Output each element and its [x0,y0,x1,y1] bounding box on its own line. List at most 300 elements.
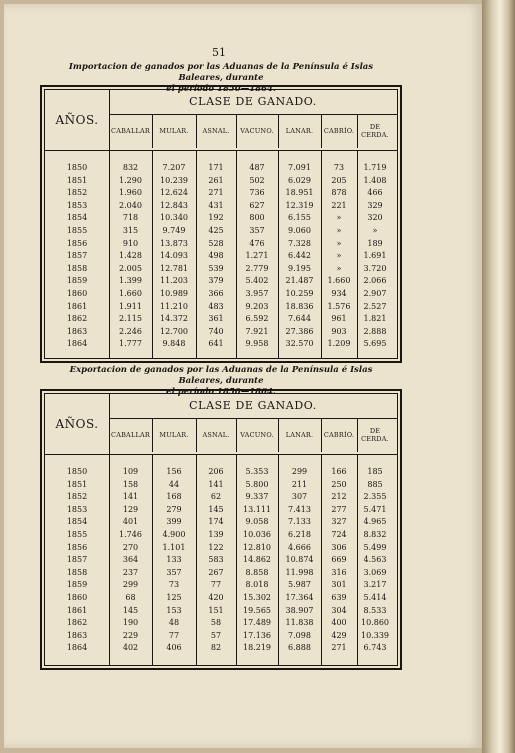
value-cell: 32.570 [285,339,314,349]
value-cell: 4.965 [363,517,387,527]
column-header: LANAR. [278,114,322,148]
table-inner-border [44,89,398,359]
value-cell: 14.862 [243,555,271,565]
value-cell: 399 [166,517,182,527]
value-cell: 82 [210,643,222,653]
column-header: DE CERDA. [361,123,389,139]
value-cell: 487 [249,163,265,172]
value-cell: 12.843 [160,200,188,210]
value-cell: 68 [125,593,136,602]
header-rule [45,150,397,151]
value-cell: 14.093 [160,251,188,261]
value-cell: 158 [122,479,139,489]
year-cell: 1858 [66,263,88,273]
value-cell: » [336,251,342,261]
value-cell: 1.911 [119,301,142,311]
value-cell: 329 [367,200,383,210]
table-row [45,162,397,174]
year-cell: 1861 [66,605,88,615]
value-cell: 109 [122,467,139,476]
value-cell: 528 [208,238,224,248]
value-cell: 800 [249,213,265,223]
value-cell: 379 [208,276,224,286]
value-cell: 38.907 [285,605,314,615]
value-cell: 431 [208,200,224,210]
value-cell: 301 [331,580,347,590]
value-cell: 736 [249,188,265,198]
value-cell: 1.576 [327,301,351,311]
table-row [45,466,397,478]
value-cell: 9.337 [245,492,269,502]
year-cell: 1854 [66,213,88,223]
value-cell: 141 [208,479,224,489]
value-cell: 10.340 [160,213,188,223]
value-cell: 156 [166,467,182,476]
page-number: 51 [212,46,226,59]
value-cell: 502 [249,175,265,185]
value-cell: 2.527 [363,301,387,311]
value-cell: 327 [331,517,347,527]
year-cell: 1861 [66,301,88,311]
value-cell: 10.874 [285,555,314,565]
caption-line-2: el período 1850—1864. [166,84,276,94]
value-cell: 145 [122,605,139,615]
value-cell: 73 [333,163,345,172]
value-cell: 1.691 [363,251,387,261]
value-cell: 361 [208,314,224,324]
table-row [45,554,397,566]
value-cell: 1.399 [119,276,142,286]
value-cell: 3.217 [363,580,387,590]
year-cell: 1860 [66,289,88,298]
value-cell: 7.644 [288,314,311,324]
column-header: ASNAL. [196,114,237,148]
table-row [45,313,397,325]
value-cell: 73 [168,580,180,590]
value-cell: 910 [122,238,139,248]
value-cell: 2.888 [363,326,387,336]
table-row [45,579,397,591]
value-cell: 1.428 [119,251,142,261]
value-cell: 903 [331,326,347,336]
value-cell: 12.319 [285,200,314,210]
value-cell: 250 [331,479,347,489]
value-cell: 724 [331,530,347,539]
value-cell: 3.720 [363,263,387,273]
table-row [45,263,397,275]
value-cell: 6.155 [288,213,311,223]
table-row [45,187,397,199]
year-cell: 1857 [66,555,88,565]
value-cell: 185 [367,467,383,476]
value-cell: 190 [122,618,139,628]
value-cell: 8.018 [245,580,269,590]
table-row [45,175,397,187]
year-cell: 1850 [66,467,88,476]
year-cell: 1857 [66,251,88,261]
year-cell: 1852 [66,188,88,198]
table-row [45,479,397,491]
value-cell: 62 [210,492,222,502]
value-cell: 400 [331,618,347,628]
value-cell: 498 [208,251,224,261]
value-cell: 539 [208,263,224,273]
year-cell: 1863 [66,326,88,336]
value-cell: 3.957 [245,289,269,298]
value-cell: 878 [331,188,347,198]
value-cell: 718 [122,213,139,223]
value-cell: 832 [122,163,139,172]
year-cell: 1864 [66,643,88,653]
value-cell: 229 [122,630,139,640]
value-cell: 279 [166,504,182,514]
value-cell: 139 [208,530,224,539]
value-cell: 12.624 [160,188,188,198]
value-cell: 18.951 [285,188,314,198]
year-cell: 1853 [66,504,88,514]
table-row [45,642,397,654]
value-cell: 125 [166,593,182,602]
value-cell: 639 [331,593,347,602]
value-cell: 420 [208,593,224,602]
table-row [45,275,397,287]
year-cell: 1851 [66,479,88,489]
value-cell: 13.873 [160,238,188,248]
column-header: CABRÍO. [321,418,358,452]
value-cell: 267 [208,567,224,577]
value-cell: 221 [331,200,347,210]
value-cell: 483 [208,301,224,311]
value-cell: 5.695 [363,339,387,349]
value-cell: » [336,263,342,273]
caption-line-1: Importacion de ganados por las Aduanas de la Península é Islas Baleares, durante [68,62,374,83]
value-cell: 277 [331,504,347,514]
column-header: CABALLAR [109,418,153,452]
value-cell: 211 [291,479,308,489]
year-cell: 1856 [66,542,88,552]
year-cell: 1856 [66,238,88,248]
year-cell: 1855 [66,226,88,235]
value-cell: 122 [208,542,224,552]
value-cell: 641 [208,339,224,349]
value-cell: 19.565 [243,605,271,615]
value-cell: 6.029 [288,175,311,185]
year-cell: 1862 [66,618,88,628]
value-cell: 17.136 [243,630,271,640]
table-row [45,491,397,503]
table-row [45,301,397,313]
year-cell: 1858 [66,567,88,577]
value-cell: 206 [208,467,224,476]
value-cell: 2.005 [119,263,142,273]
value-cell: 8.533 [363,605,387,615]
value-cell: 15.302 [243,593,271,602]
table-row [45,338,397,350]
value-cell: 7.328 [288,238,311,248]
value-cell: 12.810 [243,542,271,552]
value-cell: 237 [122,567,139,577]
table-row [45,630,397,642]
value-cell: 5.353 [245,467,269,476]
value-cell: 425 [208,226,224,235]
table-inner-border [44,393,398,666]
value-cell: 1.290 [119,175,142,185]
value-cell: 57 [210,630,222,640]
year-cell: 1862 [66,314,88,324]
value-cell: 406 [166,643,182,653]
value-cell: 153 [166,605,182,615]
value-cell: 145 [208,504,224,514]
value-cell: 304 [331,605,347,615]
value-cell: 270 [122,542,139,552]
livestock-class-header: CLASE DE GANADO. [109,394,397,419]
table-row [45,504,397,516]
value-cell: 271 [208,188,224,198]
value-cell: 168 [166,492,182,502]
value-cell: » [372,226,378,235]
table-row [45,238,397,250]
column-header: CABRÍO. [321,114,358,148]
value-cell: 129 [122,504,139,514]
value-cell: 476 [249,238,265,248]
years-header: AÑOS. [45,90,110,150]
value-cell: 10.339 [361,630,389,640]
header-rule [45,454,397,455]
value-cell: 166 [331,467,347,476]
value-cell: 2.246 [119,326,142,336]
column-header: DE CERDA. [361,427,389,443]
value-cell: 429 [331,630,347,640]
value-cell: 2.040 [119,200,142,210]
value-cell: 6.743 [363,643,387,653]
value-cell: 5.499 [363,542,387,552]
value-cell: 44 [168,479,180,489]
value-cell: 885 [367,479,383,489]
value-cell: 7.921 [245,326,269,336]
caption-line-1: Exportacion de ganados por las Aduanas de la Península é Islas Baleares, durante [69,365,373,386]
value-cell: 18.219 [243,643,271,653]
value-cell: 2.066 [363,276,387,286]
year-cell: 1851 [66,175,88,185]
value-cell: 18.836 [285,301,314,311]
value-cell: 189 [367,238,383,248]
value-cell: 5.402 [245,276,269,286]
caption-line-2: el período 1850—1864. [166,387,276,397]
column-header: MULAR. [152,114,197,148]
value-cell: 357 [249,226,265,235]
value-cell: 10.860 [361,618,389,628]
value-cell: » [336,238,342,248]
years-header: AÑOS. [45,394,110,454]
value-cell: 934 [331,289,347,298]
value-cell: 2.907 [363,289,387,298]
year-cell: 1859 [66,276,88,286]
value-cell: 7.133 [288,517,311,527]
value-cell: 174 [208,517,224,527]
value-cell: 4.666 [288,542,311,552]
year-cell: 1853 [66,200,88,210]
column-header: LANAR. [278,418,322,452]
value-cell: 11.998 [285,567,314,577]
value-cell: 6.592 [245,314,269,324]
table-row [45,592,397,604]
table-row [45,200,397,212]
value-cell: 1.408 [363,175,387,185]
table-row [45,516,397,528]
value-cell: 1.209 [327,339,351,349]
value-cell: 299 [291,467,308,476]
column-header: CABALLAR [109,114,153,148]
column-header: MULAR. [152,418,197,452]
year-cell: 1859 [66,580,88,590]
value-cell: » [336,213,342,223]
value-cell: 306 [331,542,347,552]
value-cell: 2.779 [245,263,269,273]
value-cell: 2.115 [119,314,142,324]
table-row [45,250,397,262]
value-cell: 357 [166,567,182,577]
table-row [45,617,397,629]
value-cell: 669 [331,555,347,565]
value-cell: 261 [208,175,224,185]
value-cell: 205 [331,175,347,185]
table-row [45,326,397,338]
value-cell: 2.355 [363,492,387,502]
value-cell: 364 [122,555,139,565]
value-cell: 320 [367,213,383,223]
value-cell: 27.386 [285,326,314,336]
table-row [45,567,397,579]
value-cell: 299 [122,580,139,590]
year-cell: 1863 [66,630,88,640]
column-header: VACUNO. [236,418,279,452]
value-cell: 366 [208,289,224,298]
table-row [45,542,397,554]
value-cell: 7.091 [288,163,311,172]
value-cell: 13.111 [243,504,271,514]
value-cell: 21.487 [285,276,314,286]
value-cell: 401 [122,517,139,527]
value-cell: 740 [208,326,224,336]
value-cell: 1.660 [327,276,351,286]
value-cell: 271 [331,643,347,653]
value-cell: 6.888 [288,643,311,653]
value-cell: 11.210 [160,301,188,311]
value-cell: 6.218 [288,530,311,539]
value-cell: 9.060 [288,226,311,235]
value-cell: 316 [331,567,347,577]
value-cell: 1.746 [119,530,142,539]
value-cell: 17.364 [285,593,314,602]
value-cell: 133 [166,555,182,565]
table-row [45,225,397,237]
value-cell: 9.749 [162,226,186,235]
value-cell: 5.987 [288,580,311,590]
year-cell: 1864 [66,339,88,349]
value-cell: 192 [208,213,224,223]
value-cell: 171 [208,163,224,172]
table-row [45,288,397,300]
value-cell: 1.660 [119,289,142,298]
value-cell: 9.958 [245,339,269,349]
value-cell: 8.858 [245,567,269,577]
value-cell: 17.489 [243,618,271,628]
value-cell: 961 [331,314,347,324]
year-cell: 1852 [66,492,88,502]
export-table [40,389,402,670]
year-cell: 1854 [66,517,88,527]
value-cell: 466 [367,188,383,198]
value-cell: 77 [168,630,180,640]
year-cell: 1860 [66,593,88,602]
value-cell: 7.207 [162,163,186,172]
value-cell: 1.719 [363,163,387,172]
value-cell: 14.372 [160,314,188,324]
value-cell: 77 [210,580,222,590]
table-row [45,605,397,617]
value-cell: 7.413 [288,504,311,514]
import-table [40,85,402,363]
value-cell: 307 [291,492,308,502]
value-cell: 1.777 [119,339,142,349]
column-header: VACUNO. [236,114,279,148]
value-cell: 583 [208,555,224,565]
value-cell: 5.800 [245,479,269,489]
value-cell: 10.259 [285,289,314,298]
value-cell: 9.195 [288,263,311,273]
table-row [45,529,397,541]
value-cell: 11.203 [160,276,188,286]
value-cell: 8.832 [363,530,387,539]
year-cell: 1855 [66,530,88,539]
value-cell: 212 [331,492,347,502]
table-row [45,212,397,224]
value-cell: 1.821 [363,314,387,324]
value-cell: 10.239 [160,175,188,185]
book-gutter [482,0,515,753]
value-cell: 627 [249,200,265,210]
value-cell: 48 [168,618,180,628]
value-cell: 58 [210,618,222,628]
value-cell: 11.838 [285,618,314,628]
value-cell: 141 [122,492,139,502]
value-cell: 9.203 [245,301,269,311]
value-cell: 5.471 [363,504,387,514]
value-cell: 1.101 [162,542,186,552]
value-cell: 402 [122,643,139,653]
value-cell: 12.700 [160,326,188,336]
value-cell: 1.960 [119,188,142,198]
value-cell: 9.058 [245,517,269,527]
value-cell: 12.781 [160,263,188,273]
value-cell: » [336,226,342,235]
livestock-class-header: CLASE DE GANADO. [109,90,397,115]
value-cell: 10.036 [243,530,271,539]
value-cell: 9.848 [162,339,186,349]
value-cell: 4.900 [162,530,186,539]
value-cell: 4.563 [363,555,387,565]
value-cell: 151 [208,605,224,615]
value-cell: 3.069 [363,567,387,577]
value-cell: 10.989 [160,289,188,298]
value-cell: 315 [122,226,139,235]
value-cell: 5.414 [363,593,387,602]
column-header: ASNAL. [196,418,237,452]
value-cell: 6.442 [288,251,311,261]
year-cell: 1850 [66,163,88,172]
value-cell: 7.098 [288,630,311,640]
value-cell: 1.271 [245,251,269,261]
